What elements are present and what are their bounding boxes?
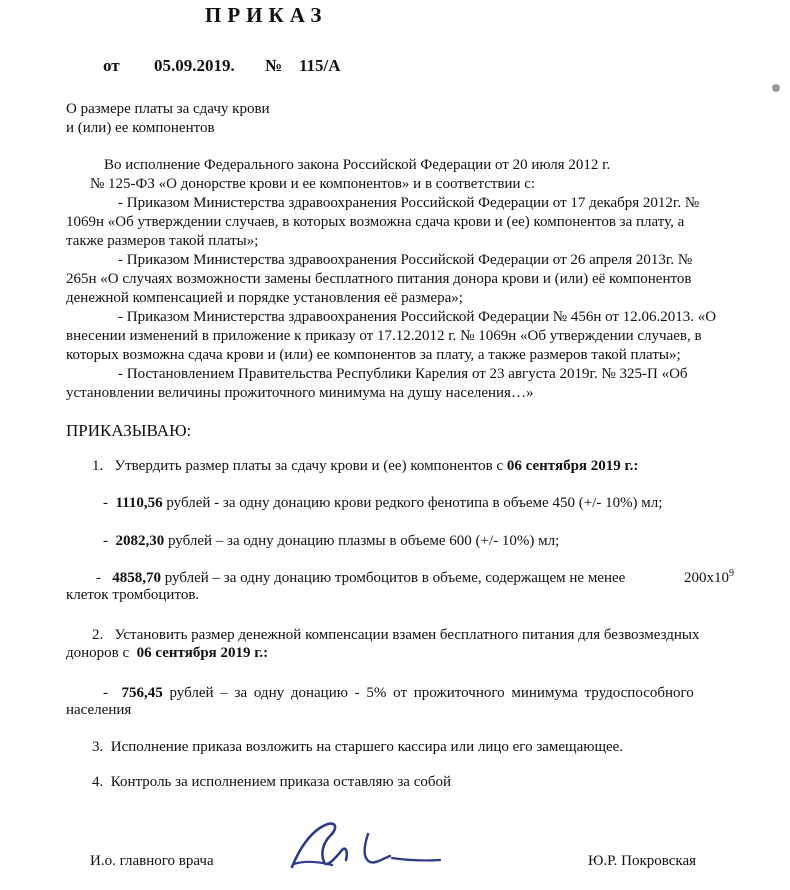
preamble-line: - Приказом Министерства здравоохранения Российской Федерации № 456н от 12.06.2013. «О xyxy=(118,309,717,325)
compensation-amount: 756,45 xyxy=(121,685,163,701)
price-amount: 2082,30 xyxy=(115,533,165,549)
preamble-line: которых возможна сдача крови и (или) ее компонентов за плату, а также размеров такой платы»; xyxy=(66,347,681,363)
bullet-dash: - xyxy=(96,570,101,586)
preamble-line: Во исполнение Федерального закона Российской Федерации от 20 июля 2012 г. xyxy=(104,157,611,173)
item-text: Установить размер денежной компенсации взамен бесплатного питания для безвозмездных xyxy=(114,627,700,643)
compensation-line xyxy=(103,684,694,703)
bullet-dash: - xyxy=(103,495,108,511)
price-text: рублей – за одну донацию тромбоцитов в объеме, содержащем не менее xyxy=(164,570,626,586)
order-item-4 xyxy=(92,773,451,792)
effective-date: 06 сентября 2019 г.: xyxy=(136,645,269,661)
order-date: 05.09.2019. xyxy=(154,56,235,75)
price-line-plasma xyxy=(103,532,559,551)
order-item-1 xyxy=(92,457,638,476)
effective-date: 06 сентября 2019 г.: xyxy=(506,458,639,474)
preamble-line: - Постановлением Правительства Республики Карелия от 23 августа 2019г. № 325-П «Об xyxy=(118,366,688,382)
date-from-label: от xyxy=(103,56,120,75)
preamble xyxy=(66,156,766,403)
price-amount: 4858,70 xyxy=(112,570,161,586)
subject-line-1: О размере платы за сдачу крови xyxy=(66,101,270,117)
platelet-count xyxy=(684,569,734,588)
handwritten-signature xyxy=(280,812,450,882)
preamble-line: - Приказом Министерства здравоохранения Российской Федерации от 26 апреля 2013г. № xyxy=(118,252,693,268)
number-sign: № xyxy=(265,56,283,75)
order-keyword: ПРИКАЗЫВАЮ: xyxy=(66,421,192,440)
compensation-text: рублей – за одну донацию - 5% от прожиточного минимума трудоспособного xyxy=(169,685,694,701)
item-number: 2. xyxy=(92,627,104,643)
item-text: Исполнение приказа возложить на старшего кассира или лицо его замещающее. xyxy=(110,739,624,755)
item-text: Утвердить размер платы за сдачу крови и (ее) компонентов с xyxy=(114,458,504,474)
preamble-line: денежной компенсацией и порядке установления её размера»; xyxy=(66,290,463,306)
scan-dot-mark xyxy=(772,84,780,92)
item-number: 4. xyxy=(92,774,104,790)
preamble-line: 1069н «Об утверждении случаев, в которых возможна сдача крови и (ее) компонентов за плату, а xyxy=(66,214,685,230)
bullet-dash: - xyxy=(103,685,108,701)
compensation-line-cont: населения xyxy=(66,702,132,718)
price-line-platelets-cont: клеток тромбоцитов. xyxy=(66,587,200,603)
item-number: 1. xyxy=(92,458,104,474)
order-subject xyxy=(66,100,386,138)
order-item-3 xyxy=(92,738,623,757)
preamble-line: № 125-ФЗ «О донорстве крови и ее компонентов» и в соответствии с: xyxy=(90,176,536,192)
bullet-dash: - xyxy=(103,533,108,549)
document-title: ПРИКАЗ xyxy=(205,3,328,27)
price-text: рублей - за одну донацию крови редкого фенотипа в объеме 450 (+/- 10%) мл; xyxy=(166,495,663,511)
order-item-2-cont xyxy=(66,644,268,663)
signatory-name: Ю.Р. Покровская xyxy=(588,853,697,869)
preamble-line: 265н «О случаях возможности замены бесплатного питания донора крови и (или) её компонентов xyxy=(66,271,692,287)
preamble-line: - Приказом Министерства здравоохранения Российской Федерации от 17 декабря 2012г. № xyxy=(118,195,700,211)
preamble-line: установлении величины прожиточного минимума на душу населения…» xyxy=(66,385,534,401)
item-text: Контроль за исполнением приказа оставляю за собой xyxy=(110,774,452,790)
price-text: рублей – за одну донацию плазмы в объеме 600 (+/- 10%) мл; xyxy=(168,533,560,549)
price-amount: 1110,56 xyxy=(115,495,163,511)
preamble-line: также размеров такой платы»; xyxy=(66,233,259,249)
platelet-count-exponent: 9 xyxy=(729,568,734,579)
item-text: доноров с xyxy=(66,645,130,661)
order-item-2 xyxy=(92,626,700,645)
item-number: 3. xyxy=(92,739,104,755)
subject-line-2: и (или) ее компонентов xyxy=(66,120,215,136)
preamble-line: внесении изменений в приложение к приказу от 17.12.2012 г. № 1069н «Об утверждении случаев, в xyxy=(66,328,702,344)
order-number: 115/А xyxy=(299,56,341,75)
platelet-count-base: 200х10 xyxy=(684,570,729,586)
signatory-position: И.о. главного врача xyxy=(90,853,214,869)
price-line-rare-phenotype xyxy=(103,494,662,513)
